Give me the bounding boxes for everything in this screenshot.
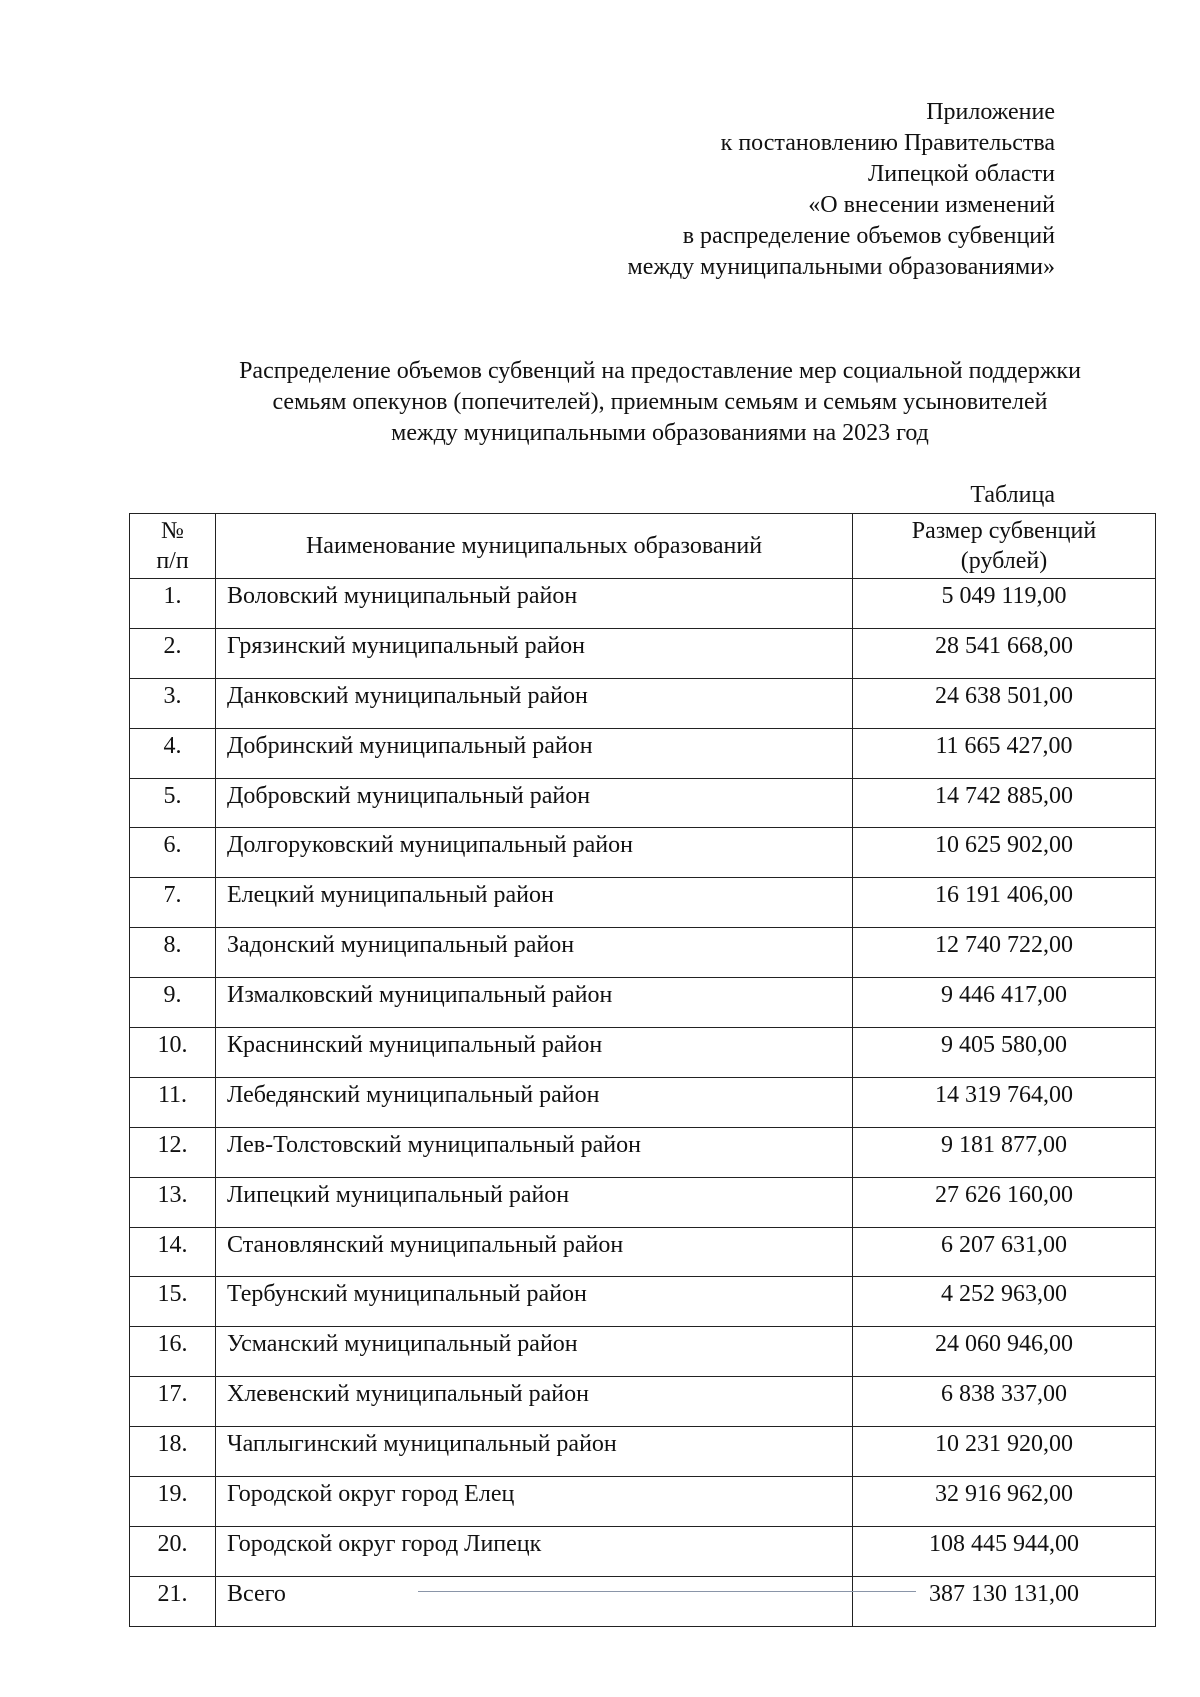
row-amount: 27 626 160,00 <box>853 1177 1156 1227</box>
row-amount: 9 405 580,00 <box>853 1028 1156 1078</box>
table-row <box>130 828 1156 878</box>
row-name: Усманский муниципальный район <box>216 1327 853 1377</box>
table-label: Таблица <box>970 482 1055 508</box>
row-num: 20. <box>130 1526 216 1576</box>
row-name: Данковский муниципальный район <box>216 678 853 728</box>
table-row <box>130 1277 1156 1327</box>
row-name: Измалковский муниципальный район <box>216 978 853 1028</box>
table-row <box>130 1526 1156 1576</box>
document-title <box>150 356 1170 449</box>
row-num: 13. <box>130 1177 216 1227</box>
row-name: Становлянский муниципальный район <box>216 1227 853 1277</box>
table-row <box>130 678 1156 728</box>
header-num-line: п/п <box>156 548 189 574</box>
appendix-line: к постановлению Правительства <box>720 130 1055 156</box>
row-amount: 11 665 427,00 <box>853 728 1156 778</box>
appendix-line: между муниципальными образованиями» <box>627 254 1055 280</box>
row-amount: 28 541 668,00 <box>853 628 1156 678</box>
table-row <box>130 1327 1156 1377</box>
row-num: 9. <box>130 978 216 1028</box>
row-num: 3. <box>130 678 216 728</box>
row-num: 17. <box>130 1377 216 1427</box>
header-amount-line: (рублей) <box>960 548 1048 574</box>
row-name: Елецкий муниципальный район <box>216 878 853 928</box>
table-row <box>130 978 1156 1028</box>
appendix-line: «О внесении изменений <box>808 192 1055 218</box>
row-num: 19. <box>130 1477 216 1527</box>
row-name: Липецкий муниципальный район <box>216 1177 853 1227</box>
row-name: Краснинский муниципальный район <box>216 1028 853 1078</box>
row-name: Добринский муниципальный район <box>216 728 853 778</box>
row-num: 4. <box>130 728 216 778</box>
title-line: между муниципальными образованиями на 2023 год <box>391 420 929 446</box>
row-amount: 10 231 920,00 <box>853 1427 1156 1477</box>
row-amount: 387 130 131,00 <box>853 1576 1156 1626</box>
row-amount: 12 740 722,00 <box>853 928 1156 978</box>
row-amount: 108 445 944,00 <box>853 1526 1156 1576</box>
row-name: Лебедянский муниципальный район <box>216 1077 853 1127</box>
appendix-line: Липецкой области <box>868 161 1055 187</box>
row-name: Хлевенский муниципальный район <box>216 1377 853 1427</box>
table-row <box>130 1028 1156 1078</box>
row-amount: 14 319 764,00 <box>853 1077 1156 1127</box>
row-amount: 6 207 631,00 <box>853 1227 1156 1277</box>
row-amount: 4 252 963,00 <box>853 1277 1156 1327</box>
row-amount: 5 049 119,00 <box>853 579 1156 629</box>
table-row-total <box>130 1576 1156 1626</box>
row-num: 10. <box>130 1028 216 1078</box>
title-line: семьям опекунов (попечителей), приемным семьям и семьям усыновителей <box>272 389 1048 415</box>
row-name: Городской округ город Елец <box>216 1477 853 1527</box>
row-name: Долгоруковский муниципальный район <box>216 828 853 878</box>
header-amount-line: Размер субвенций <box>911 518 1097 544</box>
row-amount: 32 916 962,00 <box>853 1477 1156 1527</box>
footer-divider <box>418 1591 916 1592</box>
row-amount: 9 181 877,00 <box>853 1127 1156 1177</box>
table-row <box>130 928 1156 978</box>
header-num <box>130 514 216 579</box>
row-num: 21. <box>130 1576 216 1626</box>
row-num: 2. <box>130 628 216 678</box>
appendix-line: в распределение объемов субвенций <box>682 223 1055 249</box>
row-num: 8. <box>130 928 216 978</box>
row-name: Всего <box>216 1576 853 1626</box>
row-name: Тербунский муниципальный район <box>216 1277 853 1327</box>
row-amount: 24 060 946,00 <box>853 1327 1156 1377</box>
table-row <box>130 1227 1156 1277</box>
subsidy-table <box>129 513 1156 1627</box>
table-row <box>130 1427 1156 1477</box>
appendix-line: Приложение <box>926 99 1055 125</box>
row-num: 5. <box>130 778 216 828</box>
row-num: 11. <box>130 1077 216 1127</box>
table-row <box>130 728 1156 778</box>
row-amount: 10 625 902,00 <box>853 828 1156 878</box>
row-amount: 9 446 417,00 <box>853 978 1156 1028</box>
row-name: Задонский муниципальный район <box>216 928 853 978</box>
table-row <box>130 579 1156 629</box>
title-line: Распределение объемов субвенций на предоставление мер социальной поддержки <box>239 358 1081 384</box>
row-name: Лев-Толстовский муниципальный район <box>216 1127 853 1177</box>
row-amount: 6 838 337,00 <box>853 1377 1156 1427</box>
table-row <box>130 1177 1156 1227</box>
table-row <box>130 1377 1156 1427</box>
row-num: 14. <box>130 1227 216 1277</box>
row-num: 7. <box>130 878 216 928</box>
table-row <box>130 1477 1156 1527</box>
row-num: 15. <box>130 1277 216 1327</box>
row-name: Добровский муниципальный район <box>216 778 853 828</box>
row-name: Чаплыгинский муниципальный район <box>216 1427 853 1477</box>
row-name: Грязинский муниципальный район <box>216 628 853 678</box>
row-amount: 24 638 501,00 <box>853 678 1156 728</box>
row-name: Воловский муниципальный район <box>216 579 853 629</box>
table-row <box>130 1077 1156 1127</box>
table-row <box>130 878 1156 928</box>
appendix-block <box>628 97 1055 283</box>
table-body <box>130 579 1156 1627</box>
table-row <box>130 778 1156 828</box>
table-row <box>130 1127 1156 1177</box>
row-amount: 14 742 885,00 <box>853 778 1156 828</box>
row-num: 6. <box>130 828 216 878</box>
row-name: Городской округ город Липецк <box>216 1526 853 1576</box>
row-num: 1. <box>130 579 216 629</box>
header-amount <box>853 514 1156 579</box>
row-amount: 16 191 406,00 <box>853 878 1156 928</box>
header-num-line: № <box>161 518 184 544</box>
header-name: Наименование муниципальных образований <box>216 514 853 579</box>
table-row <box>130 628 1156 678</box>
row-num: 12. <box>130 1127 216 1177</box>
row-num: 16. <box>130 1327 216 1377</box>
row-num: 18. <box>130 1427 216 1477</box>
table-header-row <box>130 514 1156 579</box>
